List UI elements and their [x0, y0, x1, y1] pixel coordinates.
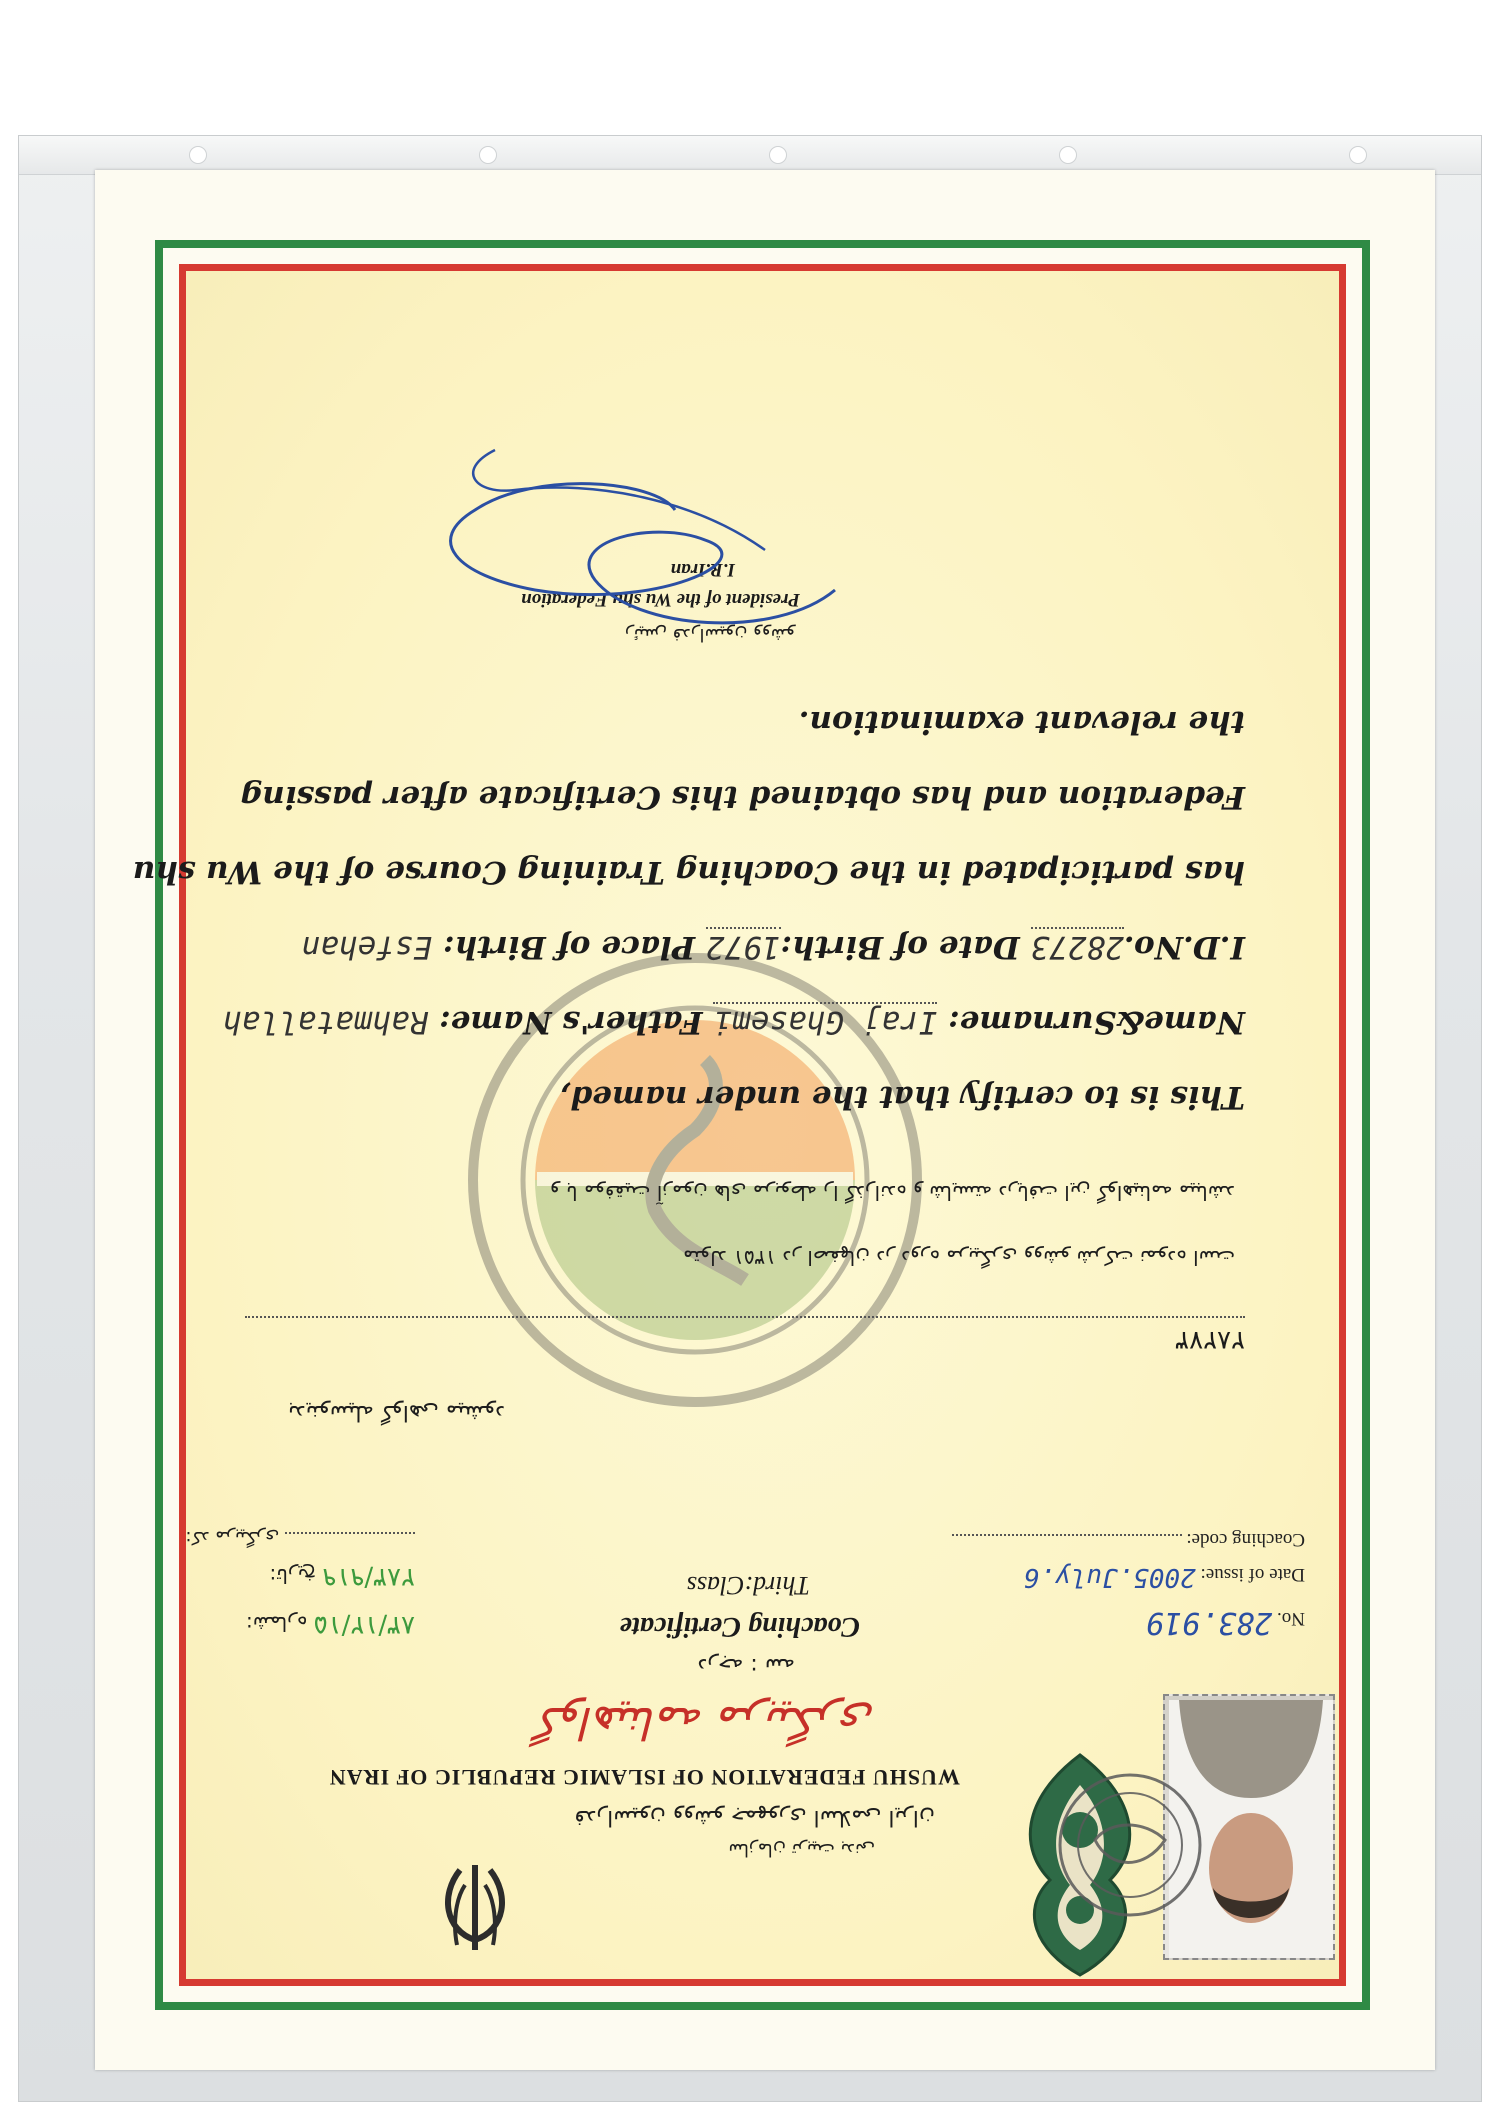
rotated-content — [95, 170, 1435, 2070]
sleeve-hole — [479, 146, 497, 164]
date-issue-value: 2005.July.6 — [1023, 1562, 1196, 1592]
fa-line-1-value: ۲۸۲۷۳ — [1175, 1325, 1245, 1355]
fa-number-label: شماره: — [246, 1612, 308, 1636]
coaching-code-field — [952, 1528, 1305, 1550]
id-line — [302, 927, 1245, 965]
certify-line: This is to certify that the under named, — [559, 1079, 1245, 1115]
father-label: Father's Name: — [439, 1004, 703, 1040]
date-issue-label: Date of issue: — [1200, 1564, 1305, 1585]
no-field — [1146, 1605, 1305, 1640]
president-en: President of the Wu shu Federation — [521, 589, 800, 610]
sleeve-hole — [1349, 146, 1367, 164]
fa-number-field — [246, 1610, 415, 1640]
date-issue-field — [1024, 1562, 1305, 1592]
president-fa: رئیس فدراسیون ووشو — [624, 624, 795, 645]
pob-value: Esfehan — [301, 929, 433, 965]
signature-icon — [415, 430, 855, 650]
country-en: I.R.Iran — [670, 559, 735, 580]
dob-value: 1972 — [705, 929, 781, 965]
body-line-3: the relevant examination. — [798, 704, 1245, 740]
no-label: No. — [1277, 1608, 1305, 1629]
fa-code-label: کد مربیگری: — [185, 1527, 280, 1548]
body-line-1: has participated in the Coaching Training Course of the Wu shu — [132, 854, 1245, 890]
pob-label: Place of Birth: — [443, 929, 696, 965]
fa-line-3: و با موفقیت آزمون های مربوطه را گذرانده و شایسته دریافت این گواهینامه میباشد — [549, 1181, 1235, 1205]
sleeve-hole — [189, 146, 207, 164]
sleeve-hole — [1059, 146, 1077, 164]
name-line — [223, 1002, 1245, 1040]
certificate-card — [95, 170, 1435, 2070]
certificate-title: Coaching Certificate — [619, 1611, 860, 1642]
sleeve-hole — [769, 146, 787, 164]
no-value: 283.919 — [1145, 1605, 1273, 1640]
dob-label: Date of Birth: — [780, 929, 1020, 965]
fa-line-2: متولد ۱۳۵۱ در اصفهان در دوره مربیگری ووشو شرکت نموده است — [683, 1246, 1235, 1270]
name-label: Name&Surname: — [948, 1004, 1245, 1040]
father-value: Rahmatallah — [223, 1004, 429, 1040]
dotted-rule — [245, 1316, 1245, 1318]
certificate-class: Third:Class — [686, 1571, 810, 1600]
fa-date-field — [270, 1562, 415, 1592]
id-value: 28273 — [1030, 929, 1124, 965]
fa-date-value: ۲۸۳/۹۱۹ — [322, 1562, 415, 1592]
fa-date-label: تاریخ: — [269, 1564, 317, 1588]
calligraphy-title: گواهینامه مربیگری — [538, 1697, 875, 1748]
fa-line-1: بدینوسیله گواهی میشود — [287, 1400, 505, 1425]
fa-code-field — [185, 1527, 415, 1548]
degree-label: درجه : سه — [697, 1653, 795, 1678]
body-line-2: Federation and has obtained this Certificate after passing — [240, 779, 1245, 815]
name-value: Iraj Ghasemi — [713, 1004, 938, 1040]
federation-en-text: WUSHU FEDERATION OF ISLAMIC REPUBLIC OF IRAN — [328, 1765, 960, 1790]
ministry-text: سازمان تربیت بدنی — [728, 1839, 875, 1860]
federation-fa-text: فدراسیون ووشو جمهوری اسلامی ایران — [574, 1805, 935, 1830]
iran-emblem-icon — [435, 1860, 515, 1955]
coaching-code-label: Coaching code: — [1186, 1529, 1305, 1550]
id-label: I.D.No. — [1123, 929, 1245, 965]
federation-stamp-icon — [1055, 1770, 1205, 1920]
fa-number-value: ۸۳/۱۲/۱۵ — [313, 1610, 415, 1640]
